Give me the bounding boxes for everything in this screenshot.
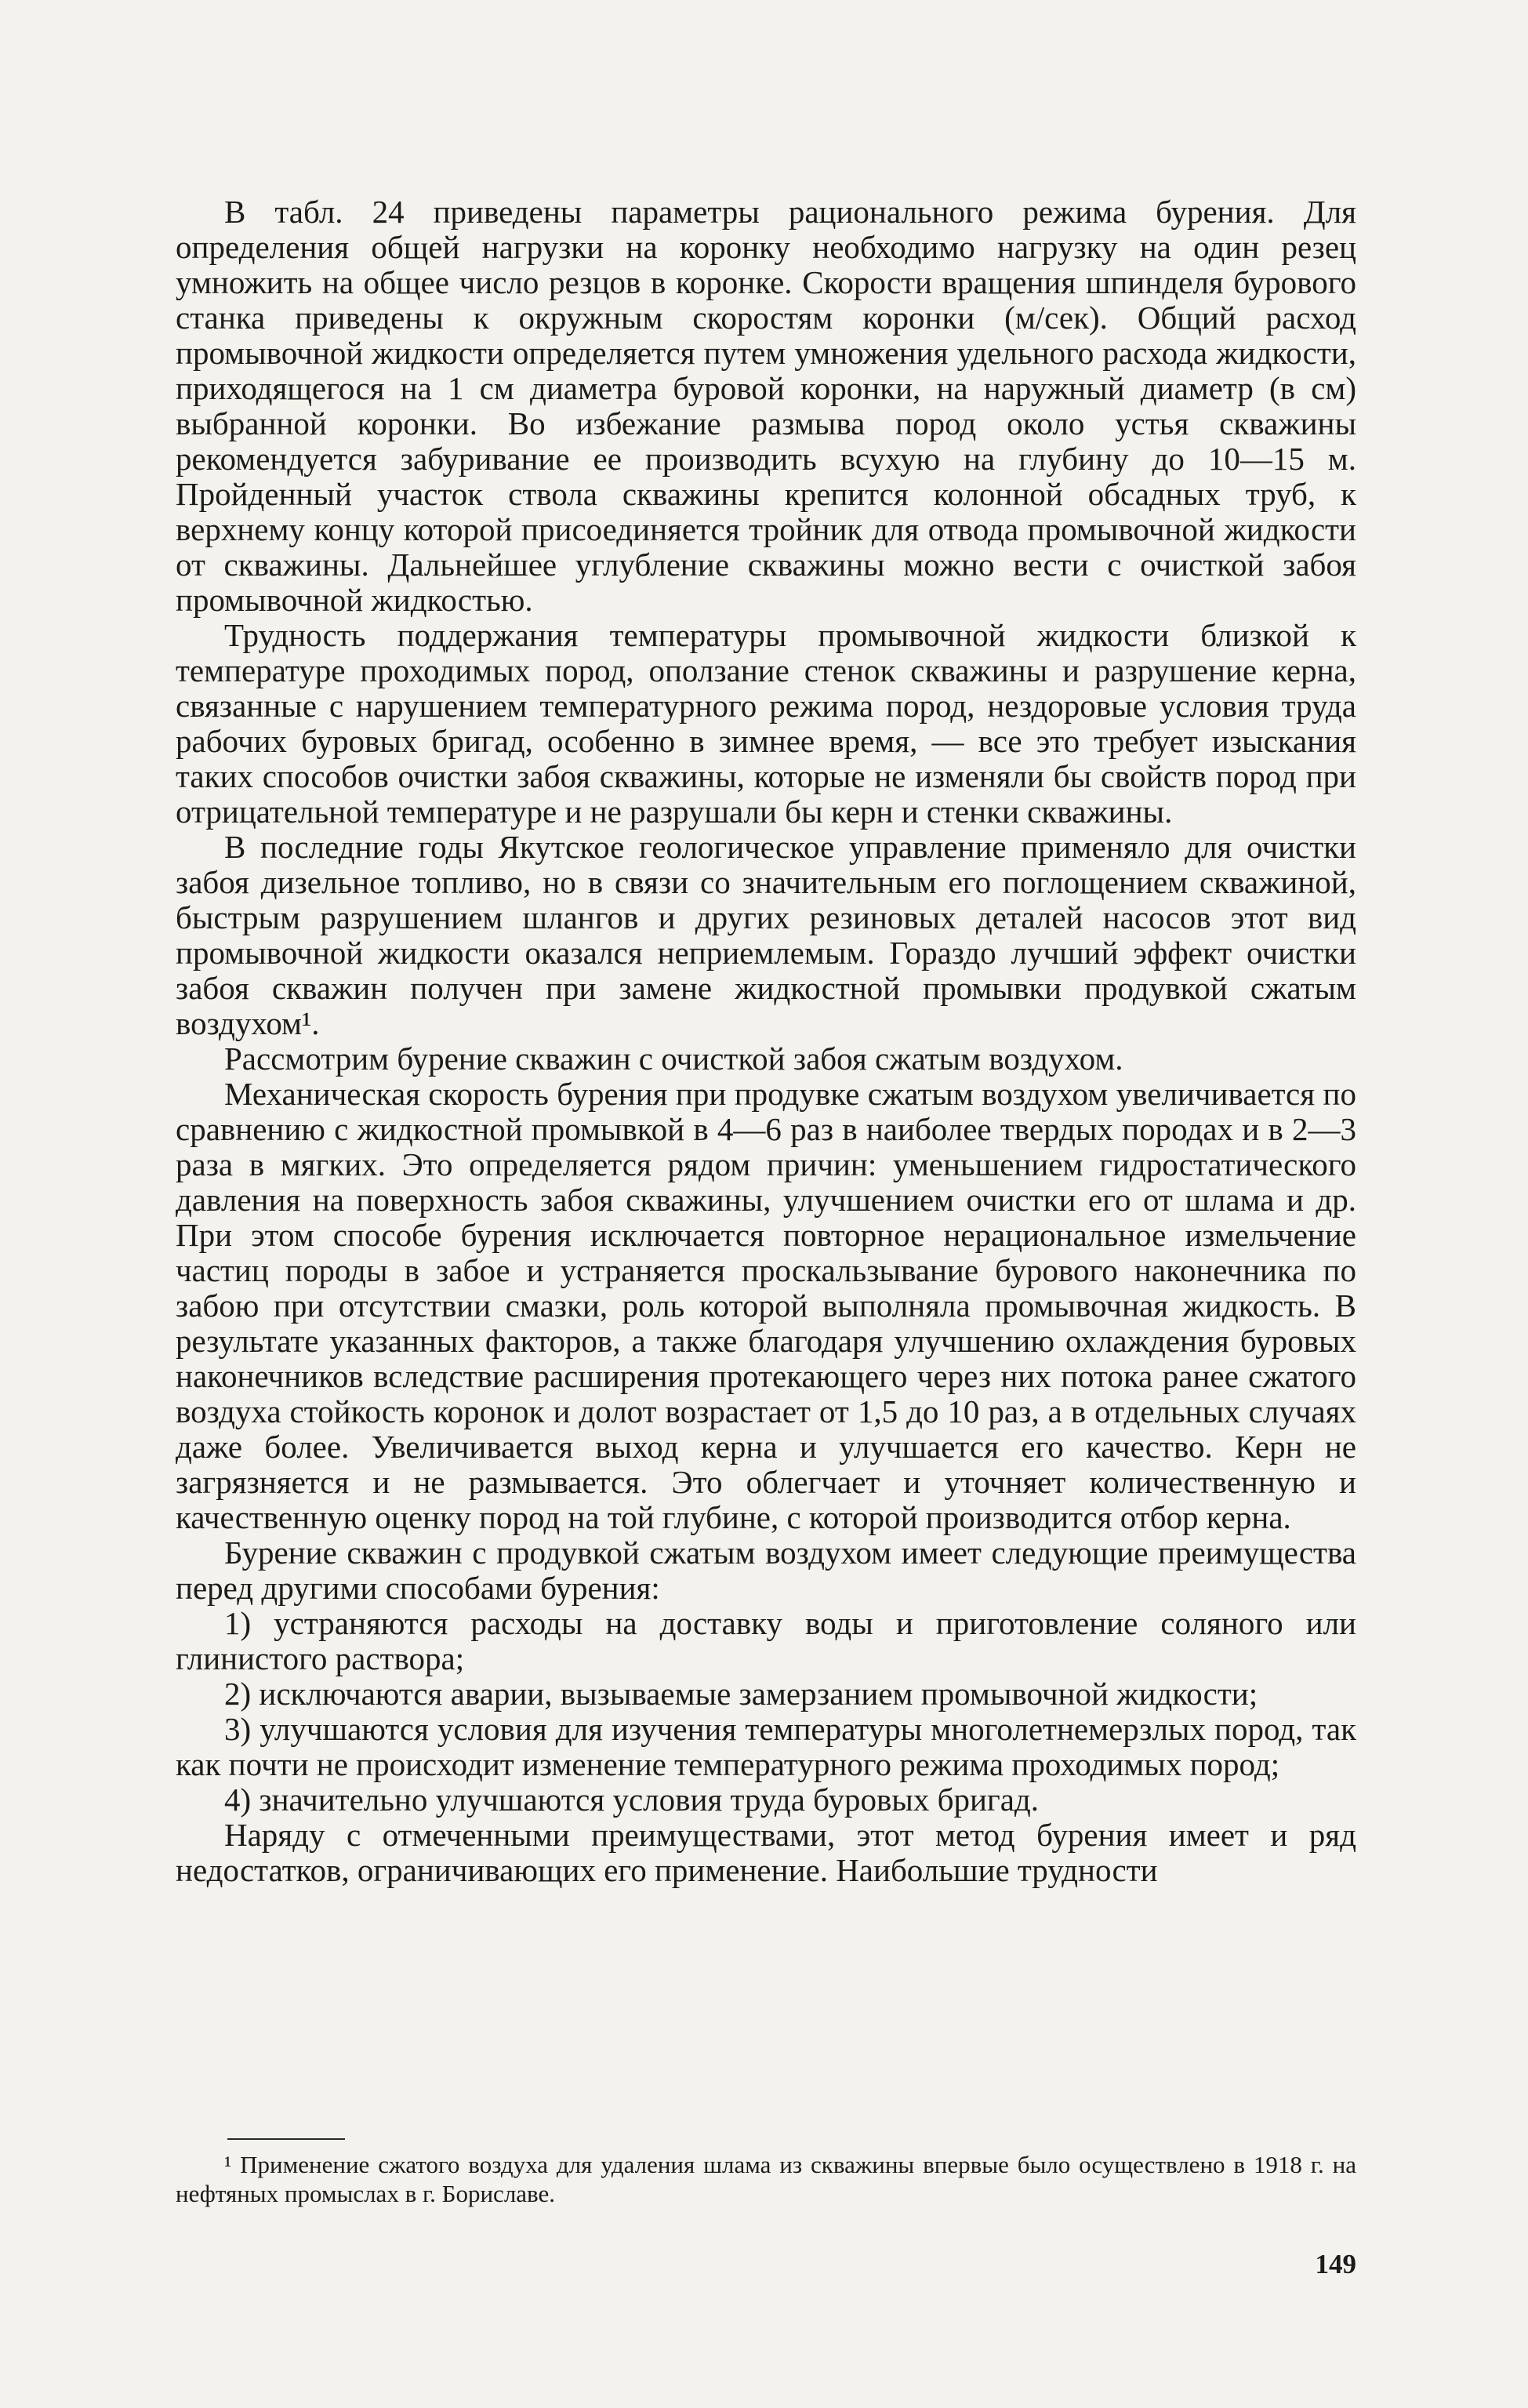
list-item: 3) улучшаются условия для изучения температуры многолетнемерзлых пород, так как почти не происходит изменение температурного режима проходимых пород; [176,1711,1356,1782]
paragraph: В табл. 24 приведены параметры рационального режима бурения. Для определения общей нагрузки на коронку необходимо нагрузку на один резец умножить на общее число резцов в коронке. Скорости вращения шпинделя бурового станка приведены к окружным скоростям коронки (м/сек). Общий расход промывочной жидкости определяется путем умножения удельного расхода жидкости, приходящегося на 1 см диаметра буровой коронки, на наружный диаметр (в см) выбранной коронки. Во избежание размыва пород около устья скважины рекомендуется забуривание ее производить всухую на глубину до 10—15 м. Пройденный участок ствола скважины крепится колонной обсадных труб, к верхнему концу которой присоединяется тройник для отвода промывочной жидкости от скважины. Дальнейшее углубление скважины можно вести с очисткой забоя промывочной жидкостью. [176,194,1356,618]
paragraph: Рассмотрим бурение скважин с очисткой забоя сжатым воздухом. [224,1041,1123,1077]
list-item: 2) исключаются аварии, вызываемые замерзанием промывочной жидкости; [224,1676,1258,1712]
paragraph: Трудность поддержания температуры промывочной жидкости близкой к температуре проходимых пород, оползание стенок скважины и разрушение керна, связанные с нарушением температурного режима пород, нездоровые условия труда рабочих буровых бригад, особенно в зимнее время, — все это требует изыскания таких способов очистки забоя скважины, которые не изменяли бы свойств пород при отрицательной температуре и не разрушали бы керн и стенки скважины. [176,617,1356,830]
paragraph: В последние годы Якутское геологическое управление применяло для очистки забоя дизельное топливо, но в связи со значительным его поглощением скважиной, быстрым разрушением шлангов и других резиновых деталей насосов этот вид промывочной жидкости оказался неприемлемым. Гораздо лучший эффект очистки забоя скважин получен при замене жидкостной промывки продувкой сжатым воздухом¹. [176,829,1356,1041]
list-item: 4) значительно улучшаются условия труда буровых бригад. [224,1781,1040,1818]
paragraph: Бурение скважин с продувкой сжатым воздухом имеет следующие преимущества перед другими способами бурения: [176,1535,1356,1606]
paragraph: Механическая скорость бурения при продувке сжатым воздухом увеличивается по сравнению с жидкостной промывкой в 4—6 раз в наиболее твердых породах и в 2—3 раза в мягких. Это определяется рядом причин: уменьшением гидростатического давления на поверхность забоя скважины, улучшением очистки его от шлама и др. При этом способе бурения исключается повторное нерациональное измельчение частиц породы в забое и устраняется проскальзывание бурового наконечника по забою при отсутствии смазки, роль которой выполняла промывочная жидкость. В результате указанных факторов, а также благодаря улучшению охлаждения буровых наконечников вследствие расширения протекающего через них потока ранее сжатого воздуха стойкость коронок и долот возрастает от 1,5 до 10 раз, а в отдельных случаях даже более. Увеличивается выход керна и улучшается его качество. Керн не загрязняется и не размывается. Это облегчает и уточняет количественную и качественную оценку пород на той глубине, с которой производится отбор керна. [176,1076,1356,1535]
footnote: ¹ Применение сжатого воздуха для удаления шлама из скважины впервые было осуществлено в 1918 г. на нефтяных промыслах в г. Бориславе. [176,2151,1356,2207]
paragraph: Наряду с отмеченными преимуществами, этот метод бурения имеет и ряд недостатков, ограничивающих его применение. Наибольшие трудности [176,1817,1356,1888]
footnote-divider [227,2138,345,2140]
main-text [176,194,1356,1888]
list-item: 1) устраняются расходы на доставку воды и приготовление соляного или глинистого раствора; [176,1605,1356,1676]
page-number: 149 [1315,2249,1356,2279]
